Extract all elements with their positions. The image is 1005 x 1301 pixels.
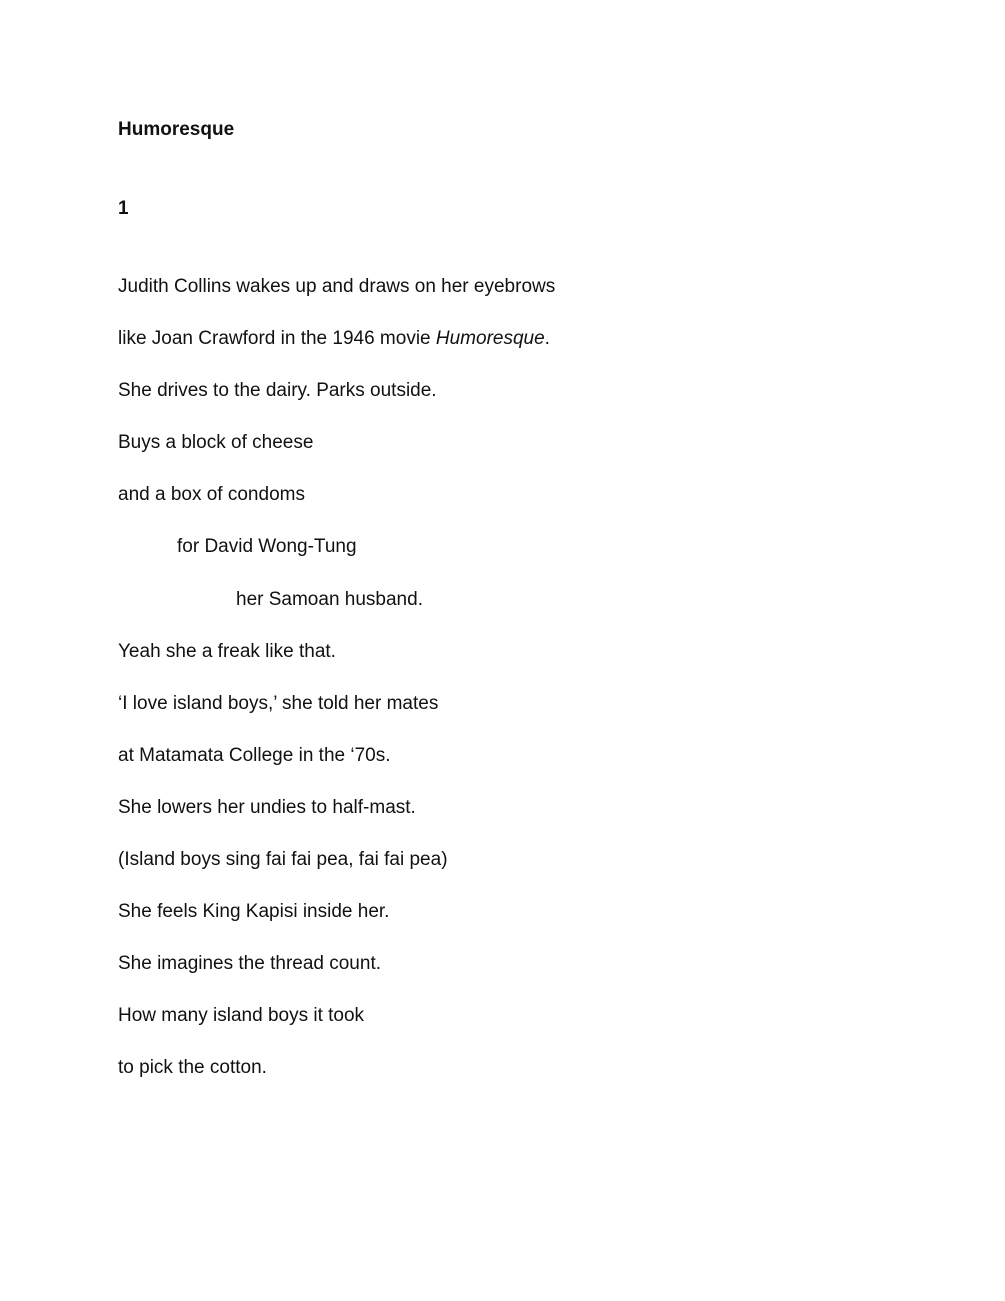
poem-line: (Island boys sing fai fai pea, fai fai pea) [118, 849, 448, 871]
section-number: 1 [118, 198, 129, 219]
poem-line: How many island boys it took [118, 1005, 365, 1027]
poem-line [118, 327, 555, 379]
poem-title: Humoresque [118, 119, 235, 140]
poem-line: at Matamata College in the ‘70s. [118, 744, 391, 766]
poem-line: She feels King Kapisi inside her. [118, 901, 390, 923]
poem-line: ‘I love island boys,’ she told her mates [118, 692, 439, 714]
poem-line: Buys a block of cheese [118, 432, 314, 454]
poem-line: She imagines the thread count. [118, 953, 382, 975]
poem-line: She drives to the dairy. Parks outside. [118, 380, 437, 402]
poem-line-indented: for David Wong-Tung [177, 536, 357, 558]
poem-line-indented-deep: her Samoan husband. [236, 588, 423, 610]
poem-line: and a box of condoms [118, 484, 305, 506]
poem-line-punctuation: . [544, 328, 550, 350]
poem-line: Yeah she a freak like that. [118, 640, 336, 662]
poem-line: to pick the cotton. [118, 1057, 267, 1079]
poem-line: Judith Collins wakes up and draws on her eyebrows [118, 276, 556, 297]
poem-body [118, 275, 555, 1109]
poem-line: She lowers her undies to half-mast. [118, 796, 416, 818]
poem-line-text: like Joan Crawford in the 1946 movie [118, 328, 436, 350]
movie-title: Humoresque [435, 328, 545, 350]
